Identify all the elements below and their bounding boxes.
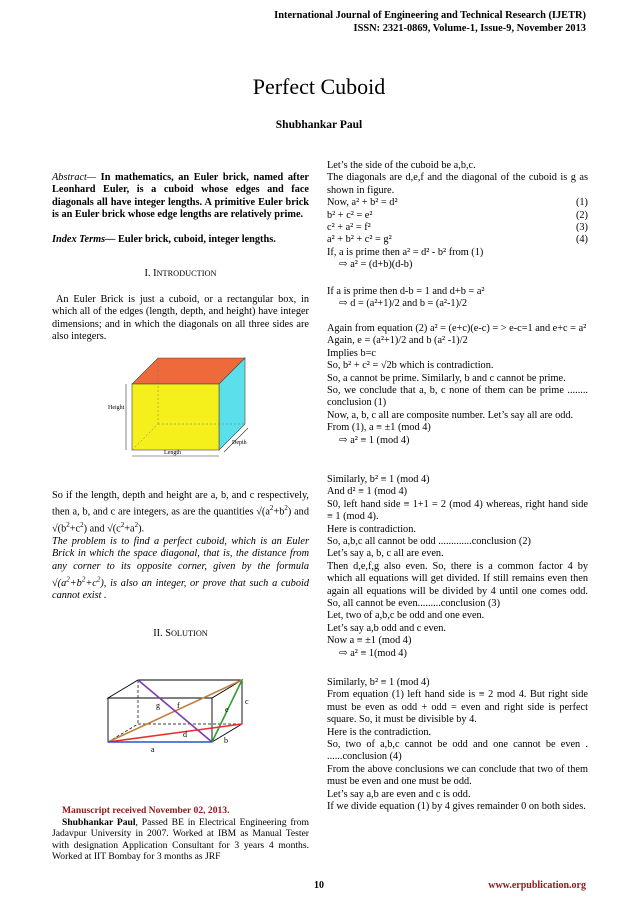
footnote-bio: , Passed BE in Electrical Engineering from Jadavpur University in 2007. Worked at IBM as Manual Tester with designation Application Consultant for 3 years 4 months. Worked at IIT Bombay for 3 months as JRF	[52, 816, 309, 863]
paper-author: Shubhankar Paul	[275, 119, 363, 131]
index-terms	[52, 234, 309, 246]
equation-4: a² + b² + c² = g² (4)	[327, 234, 588, 246]
depth-label: Depth	[232, 440, 247, 446]
solution-part-2: If a is prime then d-b = 1 and d+b = a² ⇨ d = (a²+1)/2 and b = (a²-1)/2	[327, 286, 485, 310]
height-label: Height	[108, 405, 125, 411]
intro-paragraph: An Euler Brick is just a cuboid, or a rectangular box, in which all of the edges (length, depth, and height) have integer dimensions; and in which the diagonals on all three sides are also integers.	[52, 294, 309, 343]
svg-text:d: d	[183, 730, 187, 739]
solution-part-1: Let’s the side of the cuboid be a,b,c. The diagonals are d,e,f and the diagonal of the cuboid is g as shown in figure. Now, a² + b² = d² (1) b² + c² = e² (2) c² + a² = f² (3) a² + b² + c² = g² (4) If, a is prime then a² = d² - b² from (1) ⇨ a² = (d+b)(d-b)	[327, 160, 588, 271]
arrow-icon: ⇨	[339, 259, 348, 271]
arrow-icon: ⇨	[339, 298, 348, 310]
cuboid-front-face	[132, 384, 219, 450]
arrow-icon: ⇨	[339, 647, 348, 659]
length-label: Length	[164, 450, 181, 456]
index-terms-text: Euler brick, cuboid, integer lengths.	[115, 234, 276, 245]
footnote	[52, 805, 309, 863]
problem-statement: The problem is to find a perfect cuboid, which is an Euler Brick in which the space diagonal, that is, the distance from any corner to its opposite corner, given by the formula $√(a^2+b^2+c^2)$, is also an integer, or prove that such a cuboid cannot exist .	[52, 536, 309, 602]
edges-paragraph: So if the length, depth and height are a, b, and c respectively, then a, b, and c are integers, as are the quantities $√(a^2+b^2)$ and $√(b^2+c^2)$ and $√(c^2+a^2)$.	[52, 490, 309, 535]
euler-brick-figure	[108, 352, 258, 462]
journal-header	[274, 10, 586, 35]
section-heading-solution: II. SOLUTION	[153, 628, 208, 639]
equation-1: Now, a² + b² = d² (1)	[327, 197, 588, 209]
index-terms-label: Index Terms—	[52, 234, 116, 245]
journal-issn: ISSN: 2321-0869, Volume-1, Issue-9, November 2013	[353, 22, 586, 34]
solution-part-3: Again from equation (2) a² = (e+c)(e-c) = > e-c=1 and e+c = a² Again, e = (a²+1)/2 and b (a² -1)/2 Implies b=c So, b² + c² = √2b which is contradiction. So, a cannot be prime. Similarly, b and c cannot be prime. So, we conclude that a, b, c none of them can be prime ........ conclusion (1) Now, a, b, c all are composite number. Let’s say all are odd. From (1), a ≡ ±1 (mod 4) ⇨ a² ≡ 1 (mod 4)	[327, 323, 588, 446]
svg-text:c: c	[245, 697, 249, 706]
svg-text:b: b	[224, 736, 228, 745]
arrow-icon: ⇨	[339, 434, 348, 446]
section-heading-introduction: I. INTRODUCTION	[144, 268, 217, 279]
abstract	[52, 172, 309, 222]
solution-part-4: Similarly, b² ≡ 1 (mod 4) And d² ≡ 1 (mod 4) S0, left hand side ≡ 1+1 = 2 (mod 4) whereas, right hand side ≡ 1 (mod 4). Here is contradiction. So, a,b,c all cannot be odd .............conclusion (2) Let’s say a, b, c all are even. Then d,e,f,g also even. So, there is a common factor 4 by which all equations will get divided. If still remains even then again all equations will be divided by 4 until one comes odd. So, all cannot be even.........conclusion (3) Let, two of a,b,c be odd and one even. Let’s say a,b odd and c even. Now a ≡ ±1 (mod 4) ⇨ a² ≡ 1(mod 4)	[327, 474, 588, 659]
abstract-text: In mathematics, an Euler brick, named after Leonhard Euler, is a cuboid whose edges and face diagonals all have integer lengths. A primitive Euler brick is an Euler brick whose edge lengths are relatively prime.	[52, 172, 309, 221]
cuboid-diagonals-figure	[104, 676, 254, 754]
paper-title: Perfect Cuboid	[252, 74, 386, 99]
page-number: 10	[314, 880, 324, 891]
abstract-label: Abstract—	[52, 172, 97, 183]
website-link[interactable]: www.erpublication.org	[488, 880, 586, 891]
svg-text:a: a	[151, 745, 155, 754]
manuscript-received: Manuscript received November 02, 2013.	[62, 805, 230, 816]
svg-text:g: g	[156, 701, 160, 710]
svg-text:f: f	[177, 701, 180, 710]
footnote-author: Shubhankar Paul	[62, 816, 136, 828]
solution-part-5: Similarly, b² ≡ 1 (mod 4) From equation (1) left hand side is ≡ 2 mod 4. But right side must be even as odd + odd = even and right side is perfect square. So, it must be divisible by 4. Here is the contradiction. So, two of a,b,c cannot be odd and one cannot be even . ......conclusion (4) From the above conclusions we can conclude that two of them must be even and one must be odd. Let’s say a,b are even and c is odd. If we divide equation (1) by 4 gives remainder 0 on both sides.	[327, 677, 588, 813]
svg-text:e: e	[225, 705, 229, 714]
journal-title: International Journal of Engineering and Technical Research (IJETR)	[274, 10, 586, 21]
equation-2: b² + c² = e² (2)	[327, 209, 588, 221]
equation-3: c² + a² = f² (3)	[327, 222, 588, 234]
